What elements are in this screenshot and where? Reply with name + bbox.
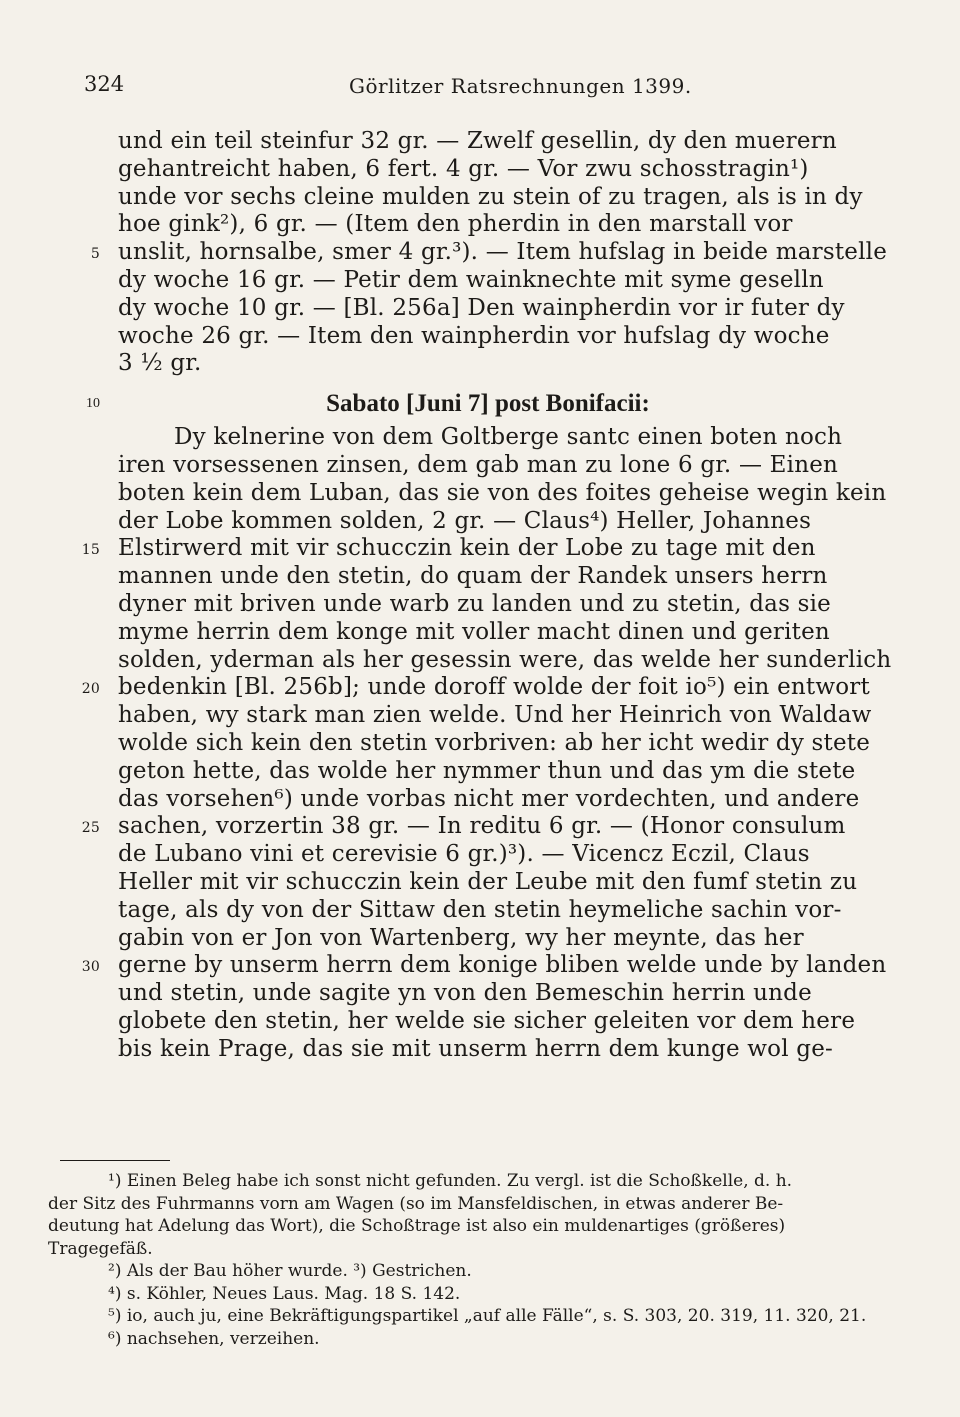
line-text: wolde sich kein den stetin vorbriven: ab her icht wedir dy stete [118, 729, 871, 756]
footnote-line: der Sitz des Fuhrmanns vorn am Wagen (so im Mansfeldischen, in etwas anderer Be- [48, 1193, 784, 1214]
text-line [118, 323, 858, 351]
line-number: 20 [81, 681, 100, 698]
line-text: gehantreicht haben, 6 fert. 4 gr. — Vor zwu schosstragin¹) [118, 155, 809, 182]
footnote-rule [60, 1160, 170, 1161]
section-heading [86, 384, 858, 424]
text-line [118, 211, 858, 239]
line-text: unslit, hornsalbe, smer 4 gr.³). — Item hufslag in beide marstelle [118, 239, 888, 266]
line-text: Heller mit vir schucczin kein der Leube mit den fumf stetin zu [118, 868, 858, 895]
line-text: Dy kelnerine von dem Goltberge santc einen boten noch [174, 424, 843, 451]
line-text: solden, yderman als her gesessin were, das welde her sunderlich [118, 646, 892, 673]
line-text: dyner mit briven unde warb zu landen und zu stetin, das sie [118, 590, 831, 617]
line-text: der Lobe kommen solden, 2 gr. — Claus⁴) Heller, Johannes [118, 507, 812, 534]
line-text: de Lubano vini et cerevisie 6 gr.)³). — Vicencz Eczil, Claus [118, 841, 810, 868]
text-line [118, 350, 858, 378]
text-line [118, 869, 858, 897]
line-text: Elstirwerd mit vir schucczin kein der Lobe zu tage mit den [118, 535, 816, 562]
line-text: woche 26 gr. — Item den wainpherdin vor hufslag dy woche [118, 322, 830, 349]
text-line [118, 479, 887, 508]
line-text: haben, wy stark man zien welde. Und her Heinrich von Waldaw [118, 702, 872, 729]
text-line [81, 674, 870, 702]
text-line [81, 813, 858, 841]
text-line [118, 591, 858, 619]
text-line [118, 758, 858, 786]
line-text: dy woche 16 gr. — Petir dem wainknechte mit syme geselln [118, 266, 824, 293]
line-text: sachen, vorzertin 38 gr. — In reditu 6 gr. — (Honor consulum [118, 813, 846, 840]
footnote-line: ²) Als der Bau höher wurde. ³) Gestrichen. [108, 1261, 472, 1281]
line-text: das vorsehen⁶) unde vorbas nicht mer vordechten, und andere [118, 785, 860, 812]
footnote-line: ¹) Einen Beleg habe ich sonst nicht gefunden. Zu vergl. ist die Schoßkelle, d. h. [108, 1171, 793, 1191]
text-line [118, 295, 858, 323]
page-number: 324 [84, 72, 125, 96]
line-text: dy woche 10 gr. — [Bl. 256a] Den wainpherdin vor ir futer dy [118, 294, 845, 321]
line-text: myme herrin dem konge mit voller macht dinen und geriten [118, 618, 830, 645]
line-text: globete den stetin, her welde sie sicher geleiten vor dem here [118, 1007, 856, 1034]
line-text: tage, als dy von der Sittaw den stetin heymeliche sachin vor- [118, 896, 842, 923]
line-number: 10 [86, 396, 100, 412]
line-text: 3 ½ gr. [118, 350, 202, 377]
line-text: boten kein dem Luban, das sie von des foites geheise wegin kein [118, 479, 887, 506]
footnote-line: ⁴) s. Köhler, Neues Laus. Mag. 18 S. 142. [108, 1283, 461, 1304]
line-text: gerne by unserm herrn dem konige bliben welde unde by landen [118, 952, 887, 979]
footnote-line: ⁶) nachsehen, verzeihen. [108, 1328, 320, 1349]
line-text: hoe gink²), 6 gr. — (Item den pherdin in den marstall vor [118, 211, 793, 238]
line-number: 5 [90, 246, 100, 263]
text-line [118, 702, 872, 730]
text-line [118, 563, 858, 591]
text-line [118, 619, 858, 647]
text-line [118, 156, 858, 184]
line-text: und ein teil steinfur 32 gr. — Zwelf gesellin, dy den muerern [118, 128, 837, 154]
line-number: 30 [81, 959, 100, 976]
heading-text: Sabato [Juni 7] post Bonifacii: [326, 390, 650, 418]
text-line [118, 424, 858, 452]
running-title: Görlitzer Ratsrechnungen 1399. [349, 74, 692, 98]
line-text: unde vor sechs cleine mulden zu stein of zu tragen, als is in dy [118, 183, 863, 210]
body-text [81, 128, 892, 1064]
footnote-line: Tragegefäß. [48, 1238, 153, 1259]
text-line [118, 452, 858, 480]
text-line [118, 646, 892, 675]
text-line [118, 841, 858, 869]
footnotes [48, 1170, 867, 1350]
text-line [118, 980, 858, 1008]
line-text: geton hette, das wolde her nymmer thun und das ym die stete [118, 757, 856, 784]
text-line [118, 925, 858, 953]
text-line [118, 729, 871, 758]
line-text: iren vorsessenen zinsen, dem gab man zu lone 6 gr. — Einen [118, 451, 839, 478]
text-line [81, 535, 858, 563]
text-line [118, 183, 863, 212]
text-line [118, 128, 858, 156]
line-text: gabin von er Jon von Wartenberg, wy her meynte, das her [118, 924, 804, 951]
text-line [118, 267, 858, 295]
line-text: und stetin, unde sagite yn von den Bemeschin herrin unde [118, 980, 812, 1007]
line-number: 15 [81, 542, 100, 559]
text-line [118, 1036, 858, 1064]
text-line [118, 786, 858, 814]
text-line [81, 952, 887, 980]
text-line [118, 508, 858, 536]
text-line [90, 239, 888, 267]
line-text: bis kein Prage, das sie mit unserm herrn dem kunge wol ge- [118, 1035, 833, 1062]
text-line [118, 897, 858, 925]
page-header [84, 72, 860, 112]
line-number: 25 [81, 820, 100, 837]
footnote-line: deutung hat Adelung das Wort), die Schoßtrage ist also ein muldenartiges (größeres) [48, 1216, 786, 1236]
line-text: mannen unde den stetin, do quam der Randek unsers herrn [118, 563, 828, 590]
line-text: bedenkin [Bl. 256b]; unde doroff wolde der foit io⁵) ein entwort [118, 674, 870, 701]
text-line [118, 1008, 858, 1036]
footnote-line: ⁵) io, auch ju, eine Bekräftigungspartikel „auf alle Fälle“, s. S. 303, 20. 319, 11. 320, 21. [108, 1306, 867, 1326]
